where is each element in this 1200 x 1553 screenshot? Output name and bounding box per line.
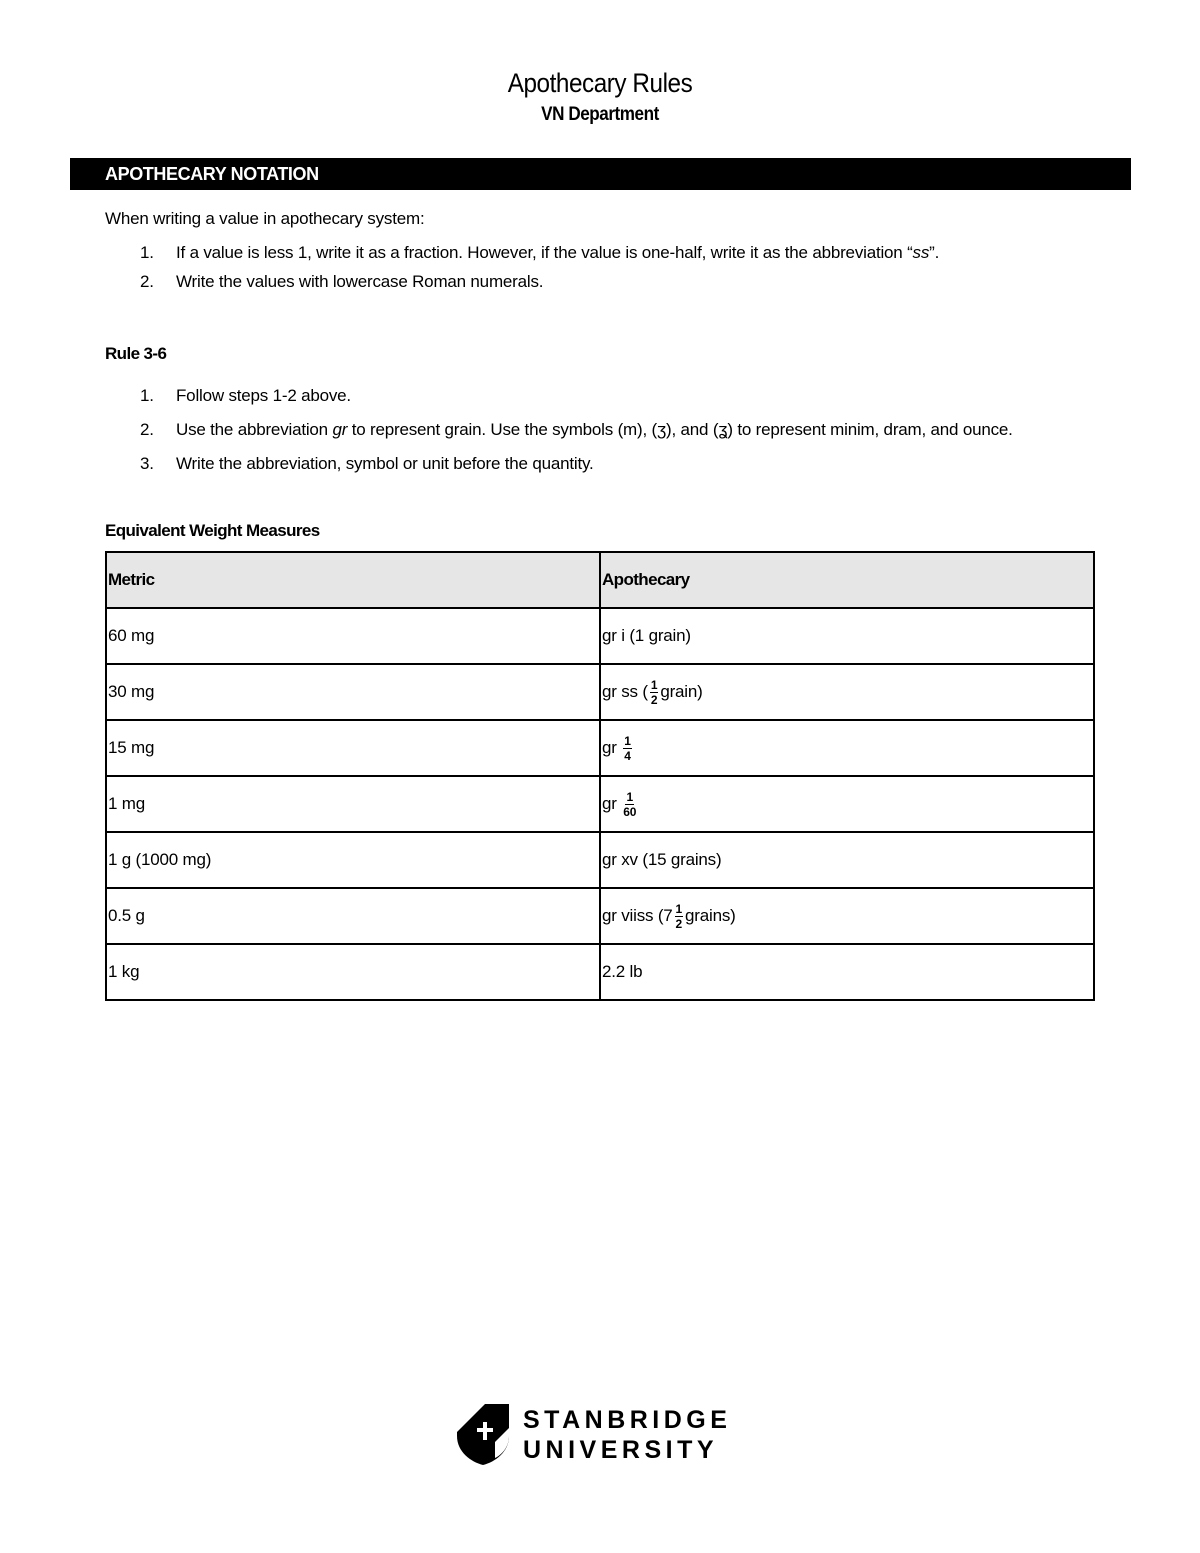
section-heading-apothecary-notation: APOTHECARY NOTATION xyxy=(70,158,1131,190)
apothecary-text: 2.2 lb xyxy=(602,962,643,981)
fraction xyxy=(675,903,683,930)
list-text: ”. xyxy=(929,243,940,262)
table-row xyxy=(106,888,1094,944)
list-text: Write the values with lowercase Roman numerals. xyxy=(176,272,544,291)
document-title: Apothecary Rules xyxy=(507,68,693,98)
fraction-denominator: 60 xyxy=(623,804,637,819)
list-text: Use the abbreviation xyxy=(176,420,333,439)
list-text: Write the abbreviation, symbol or unit before the quantity. xyxy=(176,454,594,473)
list-text: If a value is less 1, write it as a fraction. However, if the value is one-half, write it as the abbreviation “ xyxy=(176,243,913,262)
table-row xyxy=(106,608,1094,664)
rule-item-2 xyxy=(140,420,1013,440)
logo-line-1: STANBRIDGE xyxy=(523,1406,732,1434)
apothecary-text: gr xyxy=(602,737,622,757)
rule-item-1 xyxy=(140,386,351,406)
fraction xyxy=(623,735,631,762)
apothecary-cell xyxy=(600,608,1094,664)
fraction xyxy=(623,791,636,818)
table-header-row xyxy=(106,552,1094,608)
metric-cell: 1 mg xyxy=(106,776,600,832)
table-row xyxy=(106,664,1094,720)
apothecary-cell xyxy=(600,776,1094,832)
apothecary-cell xyxy=(600,720,1094,776)
stanbridge-university-logo xyxy=(455,1402,755,1466)
apothecary-text: gr xyxy=(602,793,622,813)
list-number: 1. xyxy=(140,386,154,405)
table-row xyxy=(106,832,1094,888)
fraction-denominator: 2 xyxy=(650,692,658,707)
column-header-apothecary: Apothecary xyxy=(600,552,1094,608)
document-subtitle: VN Department xyxy=(541,104,659,125)
list-number: 2. xyxy=(140,420,154,439)
notation-item-2 xyxy=(140,272,543,292)
fraction-numerator: 1 xyxy=(675,901,683,916)
fraction-numerator: 1 xyxy=(624,733,631,748)
table-row xyxy=(106,776,1094,832)
fraction-denominator: 2 xyxy=(675,916,683,931)
notation-item-1 xyxy=(140,243,939,263)
metric-cell: 1 kg xyxy=(106,944,600,1000)
notation-intro: When writing a value in apothecary system: xyxy=(105,209,425,228)
list-text-emphasis: ss xyxy=(912,243,930,262)
fraction-denominator: 4 xyxy=(624,748,631,763)
apothecary-text: gr ss ( xyxy=(602,681,648,701)
metric-cell: 60 mg xyxy=(106,608,600,664)
list-number: 3. xyxy=(140,454,154,473)
apothecary-text: grains) xyxy=(685,905,736,925)
fraction-numerator: 1 xyxy=(626,789,633,804)
logo-line-2: UNIVERSITY xyxy=(523,1436,719,1464)
table-row xyxy=(106,944,1094,1000)
apothecary-cell xyxy=(600,664,1094,720)
list-text-emphasis: gr xyxy=(332,420,348,439)
list-number: 1. xyxy=(140,243,154,262)
list-text: Follow steps 1-2 above. xyxy=(176,386,351,405)
apothecary-text: gr xv (15 grains) xyxy=(602,850,722,869)
rule-item-3 xyxy=(140,454,594,474)
apothecary-cell xyxy=(600,888,1094,944)
metric-cell: 1 g (1000 mg) xyxy=(106,832,600,888)
metric-cell: 0.5 g xyxy=(106,888,600,944)
metric-cell: 15 mg xyxy=(106,720,600,776)
apothecary-cell xyxy=(600,944,1094,1000)
apothecary-text: gr viiss (7 xyxy=(602,905,673,925)
table-row xyxy=(106,720,1094,776)
apothecary-text: grain) xyxy=(660,681,703,701)
equivalents-heading: Equivalent Weight Measures xyxy=(105,521,320,540)
fraction-numerator: 1 xyxy=(650,677,658,692)
list-number: 2. xyxy=(140,272,154,291)
fraction xyxy=(650,679,658,706)
metric-cell: 30 mg xyxy=(106,664,600,720)
list-text: to represent grain. Use the symbols (m), (ʒ), and (ʓ) to represent minim, dram, and ounce. xyxy=(347,420,1013,439)
shield-icon xyxy=(455,1402,511,1466)
rule-heading: Rule 3-6 xyxy=(105,344,167,363)
apothecary-cell xyxy=(600,832,1094,888)
column-header-metric: Metric xyxy=(106,552,600,608)
apothecary-text: gr i (1 grain) xyxy=(602,626,691,645)
equivalent-weights-table xyxy=(105,551,1095,1001)
